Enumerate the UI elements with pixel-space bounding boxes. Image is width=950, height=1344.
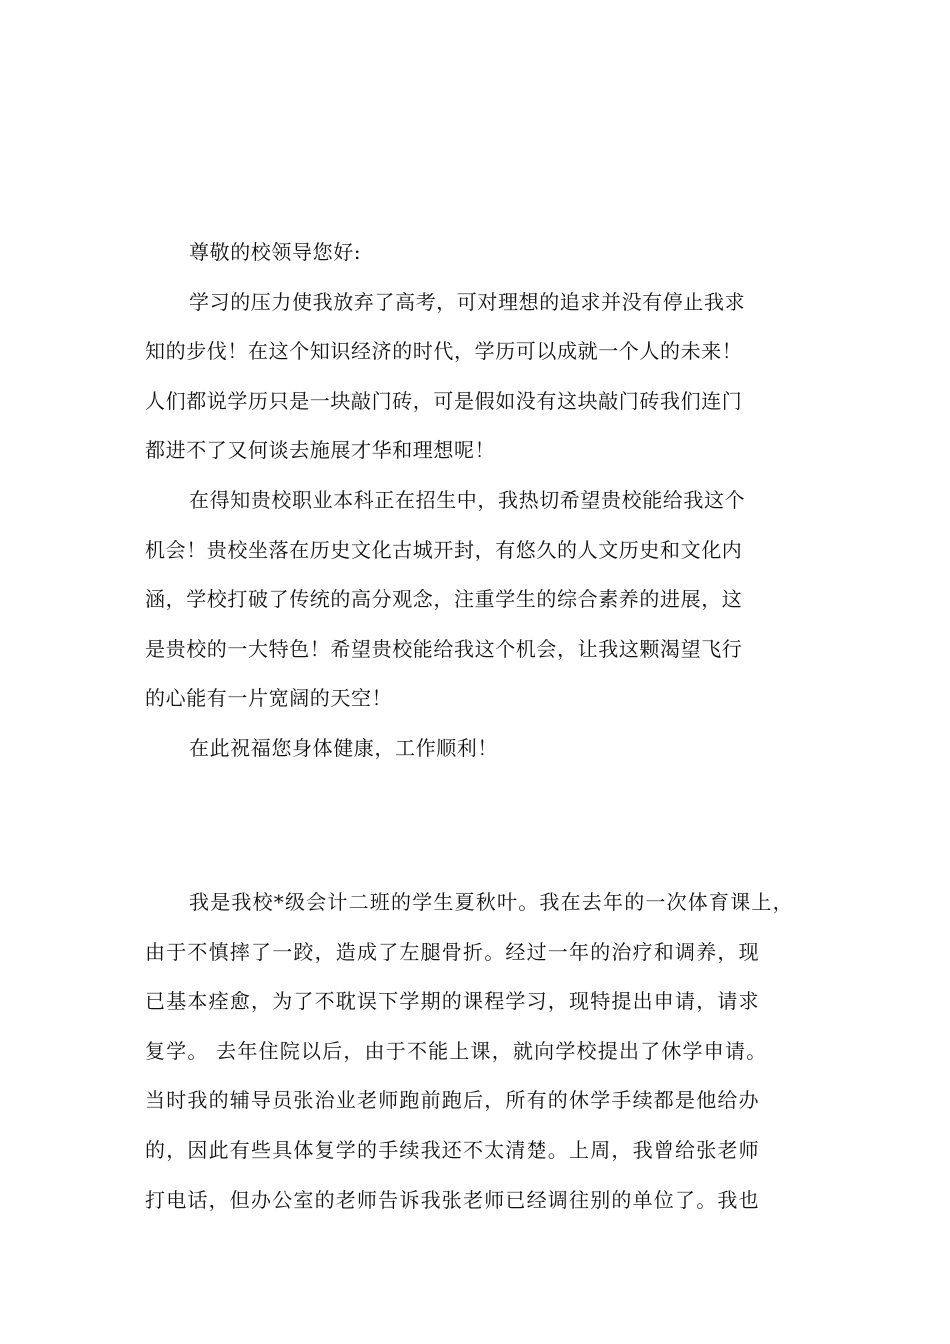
paragraph-line: 打电话，但办公室的老师告诉我张老师已经调往别的单位了。我也 bbox=[145, 1187, 760, 1212]
paragraph-line: 复学。 去年住院以后，由于不能上课，就向学校提出了休学申请。 bbox=[145, 1038, 768, 1063]
paragraph-line: 在得知贵校职业本科正在招生中，我热切希望贵校能给我这个 bbox=[189, 487, 746, 512]
paragraph-line: 当时我的辅导员张治业老师跑前跑后，所有的休学手续都是他给办 bbox=[145, 1088, 760, 1113]
paragraph-line: 学习的压力使我放弃了高考，可对理想的追求并没有停止我求 bbox=[189, 289, 746, 314]
paragraph-line: 涵，学校打破了传统的高分观念，注重学生的综合素养的进展，这 bbox=[145, 587, 743, 612]
letter-closing: 在此祝福您身体健康，工作顺利！ bbox=[189, 735, 498, 760]
paragraph-line: 的，因此有些具体复学的手续我还不太清楚。上周，我曾给张老师 bbox=[145, 1137, 760, 1162]
paragraph-line: 已基本痊愈，为了不耽误下学期的课程学习，现特提出申请，请求 bbox=[145, 989, 760, 1014]
paragraph-line: 都进不了又何谈去施展才华和理想呢！ bbox=[145, 438, 496, 463]
paragraph-line: 由于不慎摔了一跤，造成了左腿骨折。经过一年的治疗和调养，现 bbox=[145, 939, 760, 964]
paragraph-line: 人们都说学历只是一块敲门砖，可是假如没有这块敲门砖我们连门 bbox=[145, 388, 743, 413]
paragraph-line: 机会！贵校坐落在历史文化古城开封，有悠久的人文历史和文化内 bbox=[145, 537, 743, 562]
paragraph-line: 知的步伐！在这个知识经济的时代，学历可以成就一个人的未来！ bbox=[145, 339, 743, 364]
paragraph-line: 是贵校的一大特色！希望贵校能给我这个机会，让我这颗渴望飞行 bbox=[145, 636, 743, 661]
letter-salutation: 尊敬的校领导您好: bbox=[189, 240, 362, 264]
resumption-letter bbox=[145, 878, 807, 1225]
paragraph-line: 我是我校*级会计二班的学生夏秋叶。我在去年的一次体育课上， bbox=[189, 890, 794, 914]
paragraph-line: 的心能有一片宽阔的天空！ bbox=[145, 686, 393, 711]
admission-letter bbox=[145, 228, 807, 774]
